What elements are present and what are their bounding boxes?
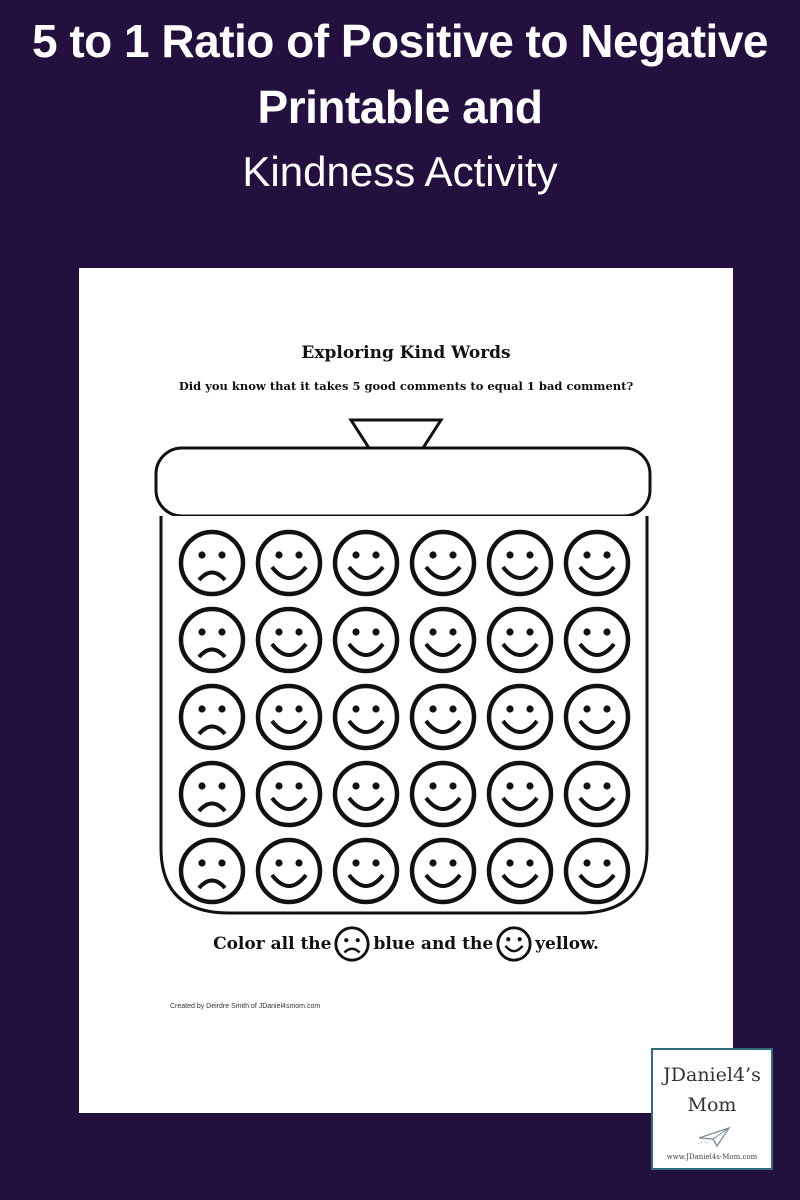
instruction-text-2: blue and the bbox=[373, 934, 494, 954]
happy-face-icon bbox=[412, 532, 474, 594]
banner-title-line-1: 5 to 1 Ratio of Positive to Negative bbox=[31, 15, 769, 67]
cookie-jar-illustration bbox=[79, 268, 733, 1113]
sad-face-icon bbox=[181, 532, 243, 594]
worksheet bbox=[79, 268, 733, 1113]
happy-face-icon bbox=[335, 686, 397, 748]
happy-face-icon bbox=[566, 686, 628, 748]
happy-face-icon bbox=[489, 532, 551, 594]
logo-text-line-2: Mom bbox=[687, 1094, 737, 1116]
worksheet-question: Did you know that it takes 5 good comments to equal 1 bad comment? bbox=[178, 379, 634, 393]
happy-face-icon bbox=[335, 840, 397, 902]
jdaniel4s-mom-logo bbox=[651, 1048, 773, 1170]
happy-face-icon bbox=[412, 609, 474, 671]
sad-face-icon bbox=[333, 925, 371, 963]
worksheet-heading: Exploring Kind Words bbox=[301, 343, 511, 363]
instruction-text-1: Color all the bbox=[213, 934, 332, 954]
worksheet-credit: Created by Deirdre Smith of JDaniel4smom.com bbox=[170, 1003, 321, 1010]
happy-face-icon bbox=[335, 763, 397, 825]
happy-face-icon bbox=[258, 686, 320, 748]
banner-title-line-2: Printable and bbox=[257, 81, 543, 133]
happy-face-icon bbox=[495, 925, 533, 963]
happy-face-icon bbox=[335, 532, 397, 594]
sad-face-icon bbox=[181, 686, 243, 748]
jar-knob bbox=[351, 420, 441, 448]
happy-face-icon bbox=[566, 609, 628, 671]
coloring-instruction bbox=[79, 924, 733, 964]
happy-face-icon bbox=[258, 840, 320, 902]
logo-url: www.JDaniel4s-Mom.com bbox=[666, 1153, 758, 1161]
happy-face-icon bbox=[566, 763, 628, 825]
sad-face-icon bbox=[181, 763, 243, 825]
happy-face-icon bbox=[412, 686, 474, 748]
logo-text-line-1: JDaniel4’s bbox=[663, 1064, 761, 1086]
happy-face-icon bbox=[412, 763, 474, 825]
banner-title-line-3: Kindness Activity bbox=[242, 148, 558, 195]
sad-face-icon bbox=[181, 840, 243, 902]
instruction-text-3: yellow. bbox=[535, 934, 599, 954]
paper-plane-icon bbox=[697, 1126, 731, 1148]
jar-lid bbox=[156, 448, 650, 516]
happy-face-icon bbox=[566, 532, 628, 594]
sad-face-icon bbox=[181, 609, 243, 671]
happy-face-icon bbox=[489, 686, 551, 748]
happy-face-icon bbox=[489, 609, 551, 671]
happy-face-icon bbox=[258, 532, 320, 594]
happy-face-icon bbox=[412, 840, 474, 902]
happy-face-icon bbox=[489, 763, 551, 825]
happy-face-icon bbox=[566, 840, 628, 902]
happy-face-icon bbox=[335, 609, 397, 671]
happy-face-icon bbox=[489, 840, 551, 902]
happy-face-icon bbox=[258, 609, 320, 671]
happy-face-icon bbox=[258, 763, 320, 825]
